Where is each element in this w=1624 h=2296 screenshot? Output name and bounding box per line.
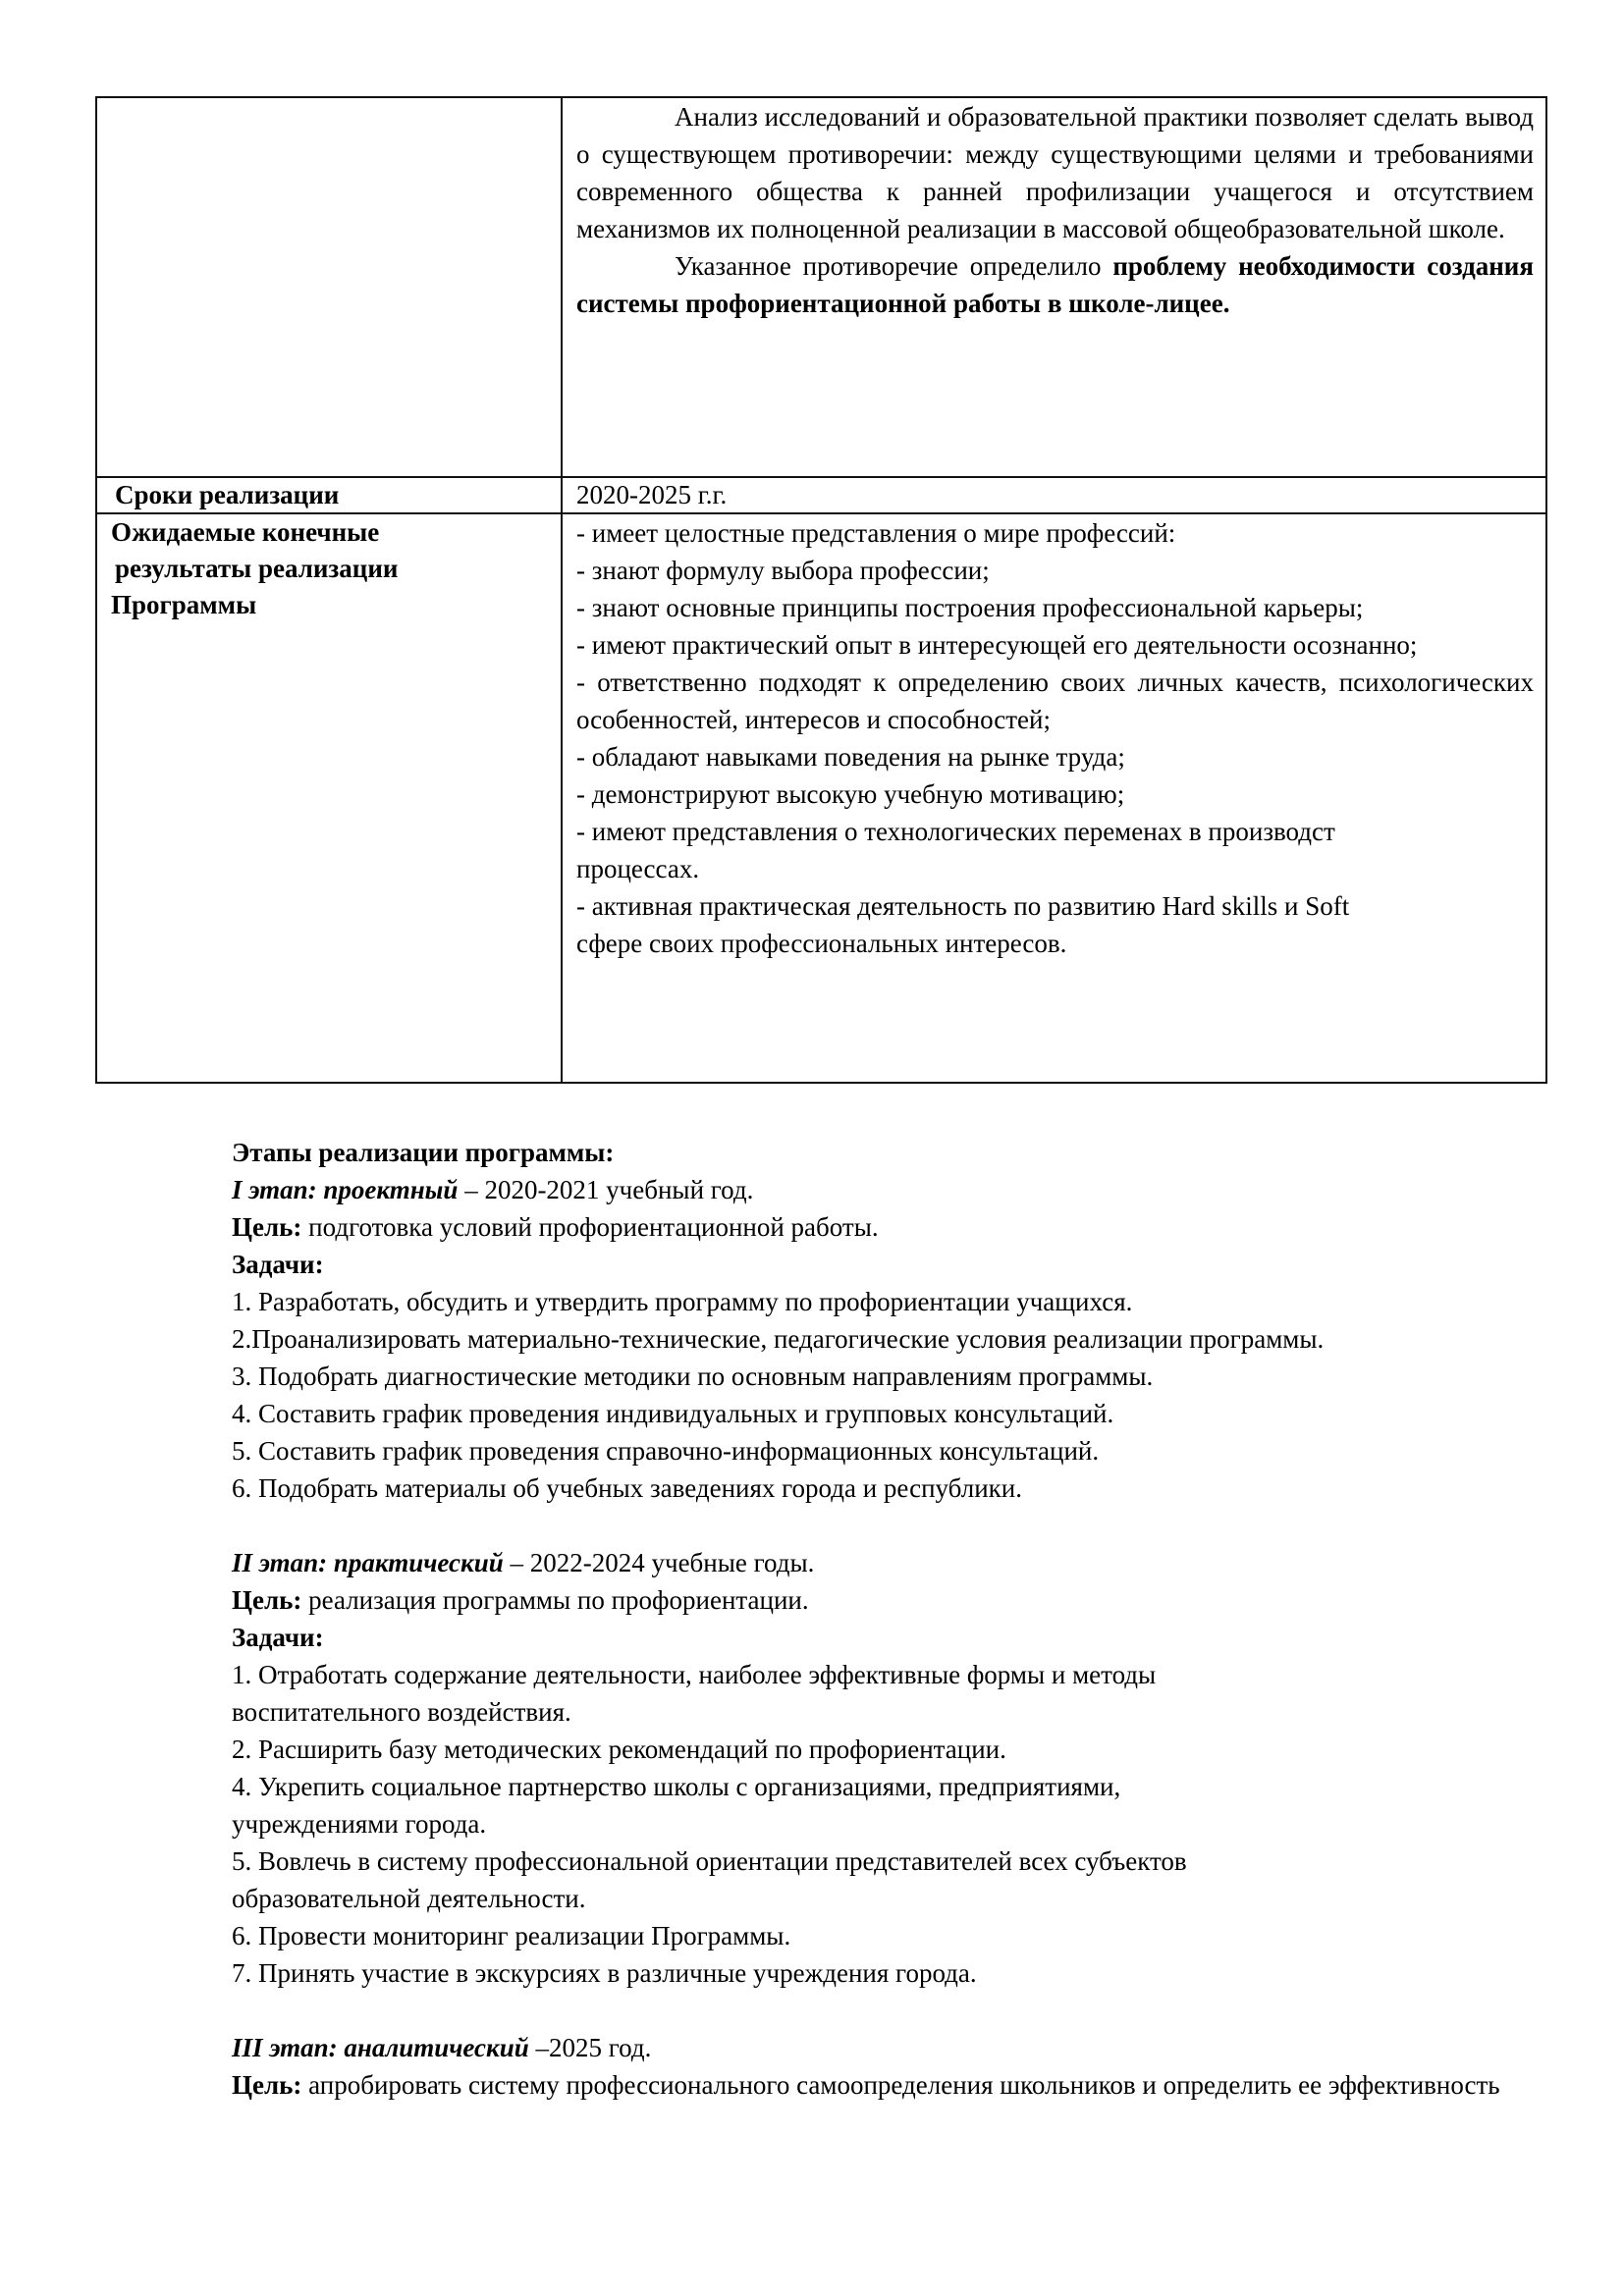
result-item: - знают формулу выбора профессии; [576,556,990,585]
stage-3-period: –2025 год. [528,2033,652,2062]
results-label-line-3: Программы [111,590,257,619]
problem-bold-text: проблему необходимости создания системы профориентационной работы в школе-лицее. [576,251,1534,318]
stages-section [232,1134,1505,2104]
table-cell-results-list [562,513,1546,1083]
result-item: - знают основные принципы построения профессиональной карьеры; [576,593,1364,622]
stage-2-goal [232,1581,1505,1619]
stage-3-goal [232,2066,1505,2104]
table-cell-term-value [562,477,1546,513]
result-item: - обладают навыками поведения на рынке труда; [576,742,1125,772]
table-cell-analysis [562,97,1546,477]
stage-1-task: 5. Составить график проведения справочно-информационных консультаций. [232,1436,1100,1466]
stage-3-heading: III этап: аналитический [232,2033,529,2062]
stage-2-task: 1. Отработать содержание деятельности, наиболее эффективные формы и методы [232,1660,1157,1689]
spacer [232,1507,1505,1544]
stage-2-heading: II этап: практический [232,1548,504,1577]
problem-lead-text: Указанное противоречие определило [675,251,1113,281]
stage-2-task: образовательной деятельности. [232,1884,586,1913]
spacer [232,1992,1505,2029]
goal-label: Цель: [232,1585,302,1615]
stage-2-period: – 2022-2024 учебные годы. [503,1548,815,1577]
result-item: - ответственно подходят к определению своих личных качеств, психологических особенностей, интересов и способностей; [576,667,1534,734]
result-item: - имеет целостные представления о мире профессий: [576,518,1176,548]
table-cell-results-label [96,513,562,1083]
stage-1-period: – 2020-2021 учебный год. [458,1175,754,1204]
stage-1-goal [232,1208,1505,1246]
stage-1-task: 4. Составить график проведения индивидуальных и групповых консультаций. [232,1399,1114,1428]
result-item-continuation: сфере своих профессиональных интересов. [576,929,1067,958]
stage-1-tasks-label: Задачи: [232,1250,324,1279]
result-item: - имеют практический опыт в интересующей его деятельности осознанно; [576,630,1418,660]
stage-1-heading: I этап: проектный [232,1175,459,1204]
stage-2-header [232,1544,1505,1581]
table-row-analysis [96,97,1546,477]
table-cell-empty-label [96,97,562,477]
stage-2-task: воспитательного воздействия. [232,1697,571,1727]
result-item-clipped: - имеют представления о технологических переменах в производст [576,817,1335,846]
stage-2-task: 6. Провести мониторинг реализации Программы. [232,1921,791,1950]
stage-2-tasks-label: Задачи: [232,1623,324,1652]
stage-1-task: 3. Подобрать диагностические методики по основным направлениям программы. [232,1362,1154,1391]
stage-2-goal-text: реализация программы по профориентации. [301,1585,809,1615]
stage-2-task: учреждениями города. [232,1809,487,1839]
results-label-line-1: Ожидаемые конечные [111,517,380,547]
stage-3-header [232,2029,1505,2066]
result-item: - демонстрируют высокую учебную мотивацию; [576,779,1125,809]
table-cell-term-label [96,477,562,513]
goal-label: Цель: [232,2070,302,2100]
analysis-paragraph: Анализ исследований и образовательной практики позволяет сделать вывод о существующем противоречии: между существующими целями и требованиями современного общества к ранней профилизации учащегося и отсутствием механизмов их полноценной реализации в массовой общеобразовательной школе. [576,102,1534,243]
stages-title: Этапы реализации программы: [232,1138,615,1167]
table-row-results [96,513,1546,1083]
stage-1-task: 2.Проанализировать материально-технические, педагогические условия реализации программы. [232,1324,1325,1354]
results-label-line-2: результаты реализации [115,554,399,583]
problem-paragraph [576,247,1534,322]
stage-2-task: 4. Укрепить социальное партнерство школы с организациями, предприятиями, [232,1772,1121,1801]
table-row-term [96,477,1546,513]
stage-1-goal-text: подготовка условий профориентационной работы. [301,1212,879,1242]
stage-1-task: 6. Подобрать материалы об учебных заведениях города и республики. [232,1473,1022,1503]
stage-3-goal-text: апробировать систему профессионального самоопределения школьников и определить ее эффективность [301,2070,1500,2100]
program-info-table [95,96,1547,1084]
result-item-continuation: процессах. [576,854,700,883]
goal-label: Цель: [232,1212,302,1242]
stage-2-task: 7. Принять участие в экскурсиях в различные учреждения города. [232,1958,977,1988]
stage-1-task: 1. Разработать, обсудить и утвердить программу по профориентации учащихся. [232,1287,1133,1316]
term-label: Сроки реализации [115,480,340,509]
stage-2-task: 5. Вовлечь в систему профессиональной ориентации представителей всех субъектов [232,1846,1187,1876]
term-value: 2020-2025 г.г. [576,480,728,509]
result-item-clipped: - активная практическая деятельность по развитию Hard skills и Soft [576,891,1350,921]
stage-2-task: 2. Расширить базу методических рекомендаций по профориентации. [232,1735,1006,1764]
stage-1-header [232,1171,1505,1208]
